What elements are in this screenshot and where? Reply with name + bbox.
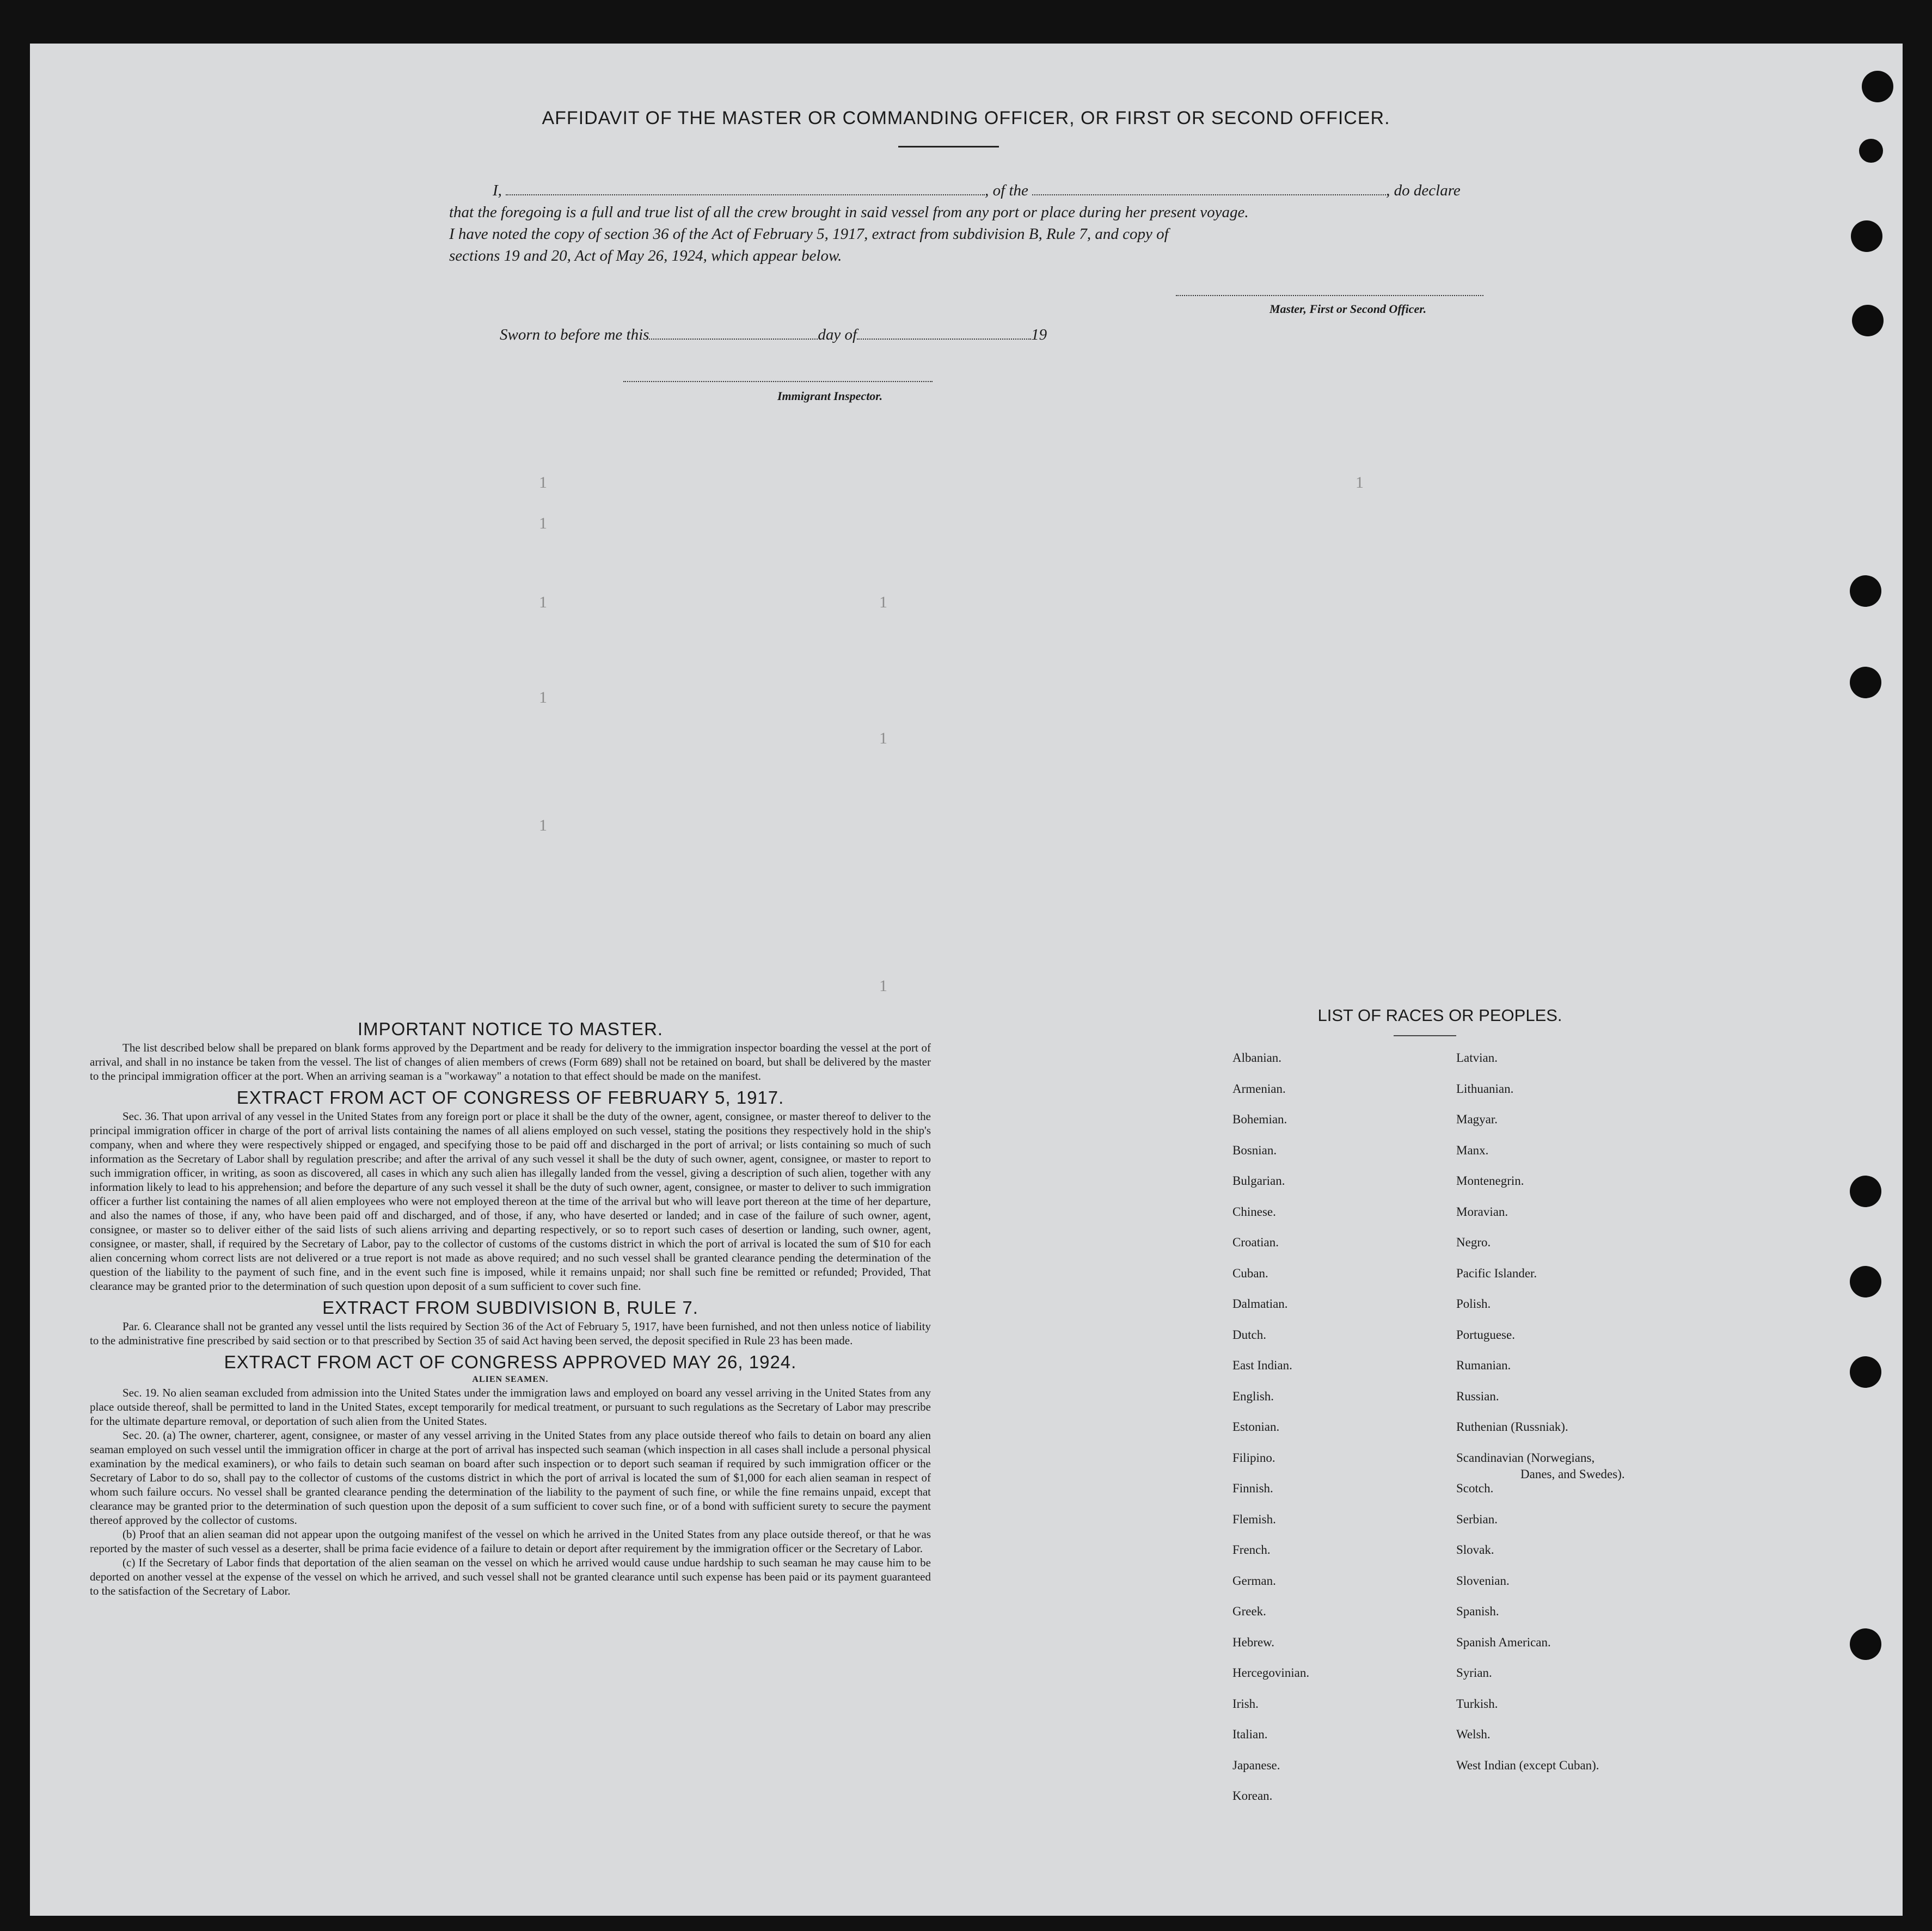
vessel-blank[interactable] [1032,182,1386,195]
race-item: Manx. [1456,1143,1489,1157]
race-item: Greek. [1232,1604,1266,1618]
race-item: Lithuanian. [1456,1082,1514,1096]
race-item: Cuban. [1232,1266,1268,1280]
race-item: Dutch. [1232,1328,1266,1342]
race-item: Dalmatian. [1232,1297,1288,1311]
race-item: Hercegovinian. [1232,1666,1310,1680]
punch-hole [1859,139,1883,163]
race-item: Chinese. [1232,1205,1276,1219]
bleed-mark: 1 [539,514,547,532]
race-item: Spanish. [1456,1604,1499,1618]
punch-hole [1850,1356,1881,1388]
race-item: Scandinavian (Norwegians, [1456,1451,1595,1465]
race-item: Spanish American. [1456,1635,1551,1649]
punch-hole [1850,1628,1881,1660]
sec20a-text: Sec. 20. (a) The owner, charterer, agent, consignee, or master of any vessel arriving in the United States from any place outside thereof who fails to detain on board any alien seaman employed on such vessel until the immigration officer in charge at the port of arrival has inspected such seaman (which inspection in all cases shall include a personal physical examination by the medical examiners), or who fails to detain such seaman on board after such inspection or to deport such seaman if required by such immigration officer or the Secretary of Labor to do so, shall pay to the collector of customs of the customs district in which the port of arrival is located the sum of $1,000 for each alien seaman in respect of whom such failure occurs. No vessel shall be granted clearance pending the determination of the liability to the payment of such fine, or while the fine remains unpaid, except that clearance may be granted prior to the determination of such question upon the deposit of a sum sufficient to cover such fine, or of a bond with sufficient surety to secure the payment thereof approved by the collector of customs. [90,1429,931,1527]
race-item: Italian. [1232,1727,1268,1741]
sworn-month-blank[interactable] [857,327,1031,340]
race-item: Polish. [1456,1297,1491,1311]
sec20c-text: (c) If the Secretary of Labor finds that deportation of the alien seaman on the vessel on which he arrived would cause undue hardship to such seaman he may cause him to be deported on another vessel at the expense of the vessel on which he arrived, and such vessel shall not be granted clearance until such expense has been paid or its payment guaranteed to the satisfaction of the Secretary of Labor. [90,1556,931,1597]
extract1-title: EXTRACT FROM ACT OF CONGRESS OF FEBRUARY 5, 1917. [236,1087,784,1108]
race-item: Albanian. [1232,1051,1282,1065]
inspector-signature-line[interactable] [623,381,933,382]
bleed-mark: 1 [1356,473,1364,491]
race-item: Turkish. [1456,1697,1498,1711]
punch-hole [1851,220,1882,252]
sworn-day-blank[interactable] [649,327,818,340]
master-signature-label: Master, First or Second Officer. [1269,302,1427,316]
punch-hole [1850,1176,1881,1207]
race-item: Slovenian. [1456,1574,1510,1588]
extract2-title: EXTRACT FROM SUBDIVISION B, RULE 7. [322,1297,698,1318]
race-item: Bohemian. [1232,1112,1287,1126]
bleed-mark: 1 [879,729,887,747]
race-item: Filipino. [1232,1451,1275,1465]
sec20b-text: (b) Proof that an alien seaman did not appear upon the outgoing manifest of the vessel on which he arrived in the United States from any place outside thereof, or that he was reported by the master of such vessel as a deserter, shall be prima facie evidence of a failure to detain or deport after requirement by the immigration officer or the Secretary of Labor. [90,1528,931,1555]
extract2-text: Par. 6. Clearance shall not be granted any vessel until the lists required by Section 36 of the Act of February 5, 1917, have been furnished, and not then unless notice of liability to the administrative fine prescribed by said section or to that prescribed by Section 35 of said Act having been served, the deposit specified in Rule 23 has been made. [90,1320,931,1347]
sworn-prefix: Sworn to before me this [500,326,649,343]
race-item: Syrian. [1456,1666,1492,1680]
extract1-text: Sec. 36. That upon arrival of any vessel in the United States from any foreign port or place it shall be the duty of the owner, agent, consignee, or master thereof to deliver to the principal immigration officer in charge of the port of arrival lists containing the names of all aliens employed on such vessel, stating the positions they respectively hold in the ship's company, when and where they were respectively shipped or engaged, and specifying those to be paid off and discharged in the port of arrival; or lists containing so much of such information as the Secretary of Labor shall by regulation prescribe; and after the arrival of any such vessel it shall be the duty of such owner, agent, consignee, or master to report to such immigration officer, in writing, as soon as discovered, all cases in which any such alien has illegally landed from the vessel, giving a description of such alien, together with any information likely to lead to his apprehension; and before the departure of any such vessel it shall be the duty of such owner, agent, consignee, or master to deliver to such immigration officer a further list containing the names of all alien employees who were not employed thereon at the time of the arrival but who will leave port thereon at the time of her departure, and also the names of those, if any, who have been paid off and discharged, and of those, if any, who have deserted or landed; and in case of the failure of such owner, agent, consignee, or master so to deliver either of the said lists of such aliens arriving and departing respectively, or so to report such cases of desertion or landing, such owner, agent, consignee, or master, shall, if required by the Secretary of Labor, pay to the collector of customs of the customs district in which the port of arrival is located the sum of $10 for each alien concerning whom correct lists are not delivered or a true report is not made as above required; and no such vessel shall be granted clearance pending the determination of the question of the liability to the payment of such fine, and in the event such fine is imposed, while it remains unpaid; nor shall such fine be remitted or refunded; Provided, That clearance may be granted prior to the determination of such question upon deposit of a sum sufficient to cover such fine. [90,1110,931,1293]
race-item: Negro. [1456,1235,1491,1249]
race-item: Finnish. [1232,1481,1273,1495]
races-underline [1394,1035,1456,1036]
affidavit-i: I, [493,182,502,199]
name-blank[interactable] [506,182,985,195]
race-item: Rumanian. [1456,1358,1511,1372]
affidavit-declare: , do declare [1386,182,1461,199]
race-item: Danes, and Swedes). [1520,1467,1625,1481]
extract3-subtitle: ALIEN SEAMEN. [472,1375,549,1384]
race-item: Estonian. [1232,1420,1280,1434]
race-item: Slovak. [1456,1543,1494,1557]
race-item: Pacific Islander. [1456,1266,1537,1280]
punch-hole [1850,1266,1881,1297]
race-item: Serbian. [1456,1512,1498,1526]
notice-title: IMPORTANT NOTICE TO MASTER. [357,1019,664,1039]
punch-hole [1850,667,1881,698]
race-item: Russian. [1456,1389,1499,1403]
race-item: East Indian. [1232,1358,1292,1372]
race-item: Scotch. [1456,1481,1494,1495]
bleed-mark: 1 [539,816,547,834]
affidavit-of-the: , of the [985,182,1028,199]
master-signature-line[interactable] [1176,295,1483,296]
race-item: Flemish. [1232,1512,1276,1526]
bleed-mark: 1 [879,593,887,611]
notice-block [90,1018,931,1598]
race-item: German. [1232,1574,1276,1588]
punch-hole [1850,575,1881,607]
race-item: Portuguese. [1456,1328,1515,1342]
affidavit-title: AFFIDAVIT OF THE MASTER OR COMMANDING OFFICER, OR FIRST OR SECOND OFFICER. [542,108,1390,128]
race-item: Montenegrin. [1456,1174,1524,1188]
race-item: Bosnian. [1232,1143,1277,1157]
bleed-mark: 1 [879,977,887,995]
race-item: Irish. [1232,1697,1259,1711]
race-item: Croatian. [1232,1235,1279,1249]
race-item: West Indian (except Cuban). [1456,1758,1599,1772]
extract3-title: EXTRACT FROM ACT OF CONGRESS APPROVED MAY 26, 1924. [224,1352,797,1372]
punch-hole [1862,71,1893,102]
race-item: Bulgarian. [1232,1174,1285,1188]
sworn-day-of: day of [818,326,857,343]
punch-hole [1852,305,1884,336]
race-item: English. [1232,1389,1274,1403]
sworn-year: 19 [1031,326,1047,343]
inspector-signature-label: Immigrant Inspector. [777,389,883,403]
race-item: Japanese. [1232,1758,1280,1772]
affidavit-line-3: I have noted the copy of section 36 of the Act of February 5, 1917, extract from subdivision B, Rule 7, and copy of [449,225,1169,243]
bleed-mark: 1 [539,688,547,706]
race-item: Magyar. [1456,1112,1498,1126]
bleed-mark: 1 [539,593,547,611]
bleed-mark: 1 [539,473,547,491]
sworn-line [500,324,1153,346]
race-item: Welsh. [1456,1727,1491,1741]
race-item: Korean. [1232,1789,1273,1803]
race-item: French. [1232,1543,1271,1557]
notice-text: The list described below shall be prepared on blank forms approved by the Department and be ready for delivery to the immigration inspector boarding the vessel at the port of arrival, and shall in no instance be taken from the vessel. The list of changes of alien members of crews (Form 689) shall not be retained on board, but shall be delivered by the master to the principal immigration officer at the port. When an arriving seaman is a "workaway" a notation to that effect should be made on the manifest. [90,1041,931,1083]
sec19-text: Sec. 19. No alien seaman excluded from admission into the United States under the immigration laws and employed on board any vessel arriving in the United States from any place outside thereof, shall be permitted to land in the United States, except temporarily for medical treatment, or pursuant to such regulations as the Secretary of Labor may prescribe for the ultimate departure removal, or deportation of such alien from the United States. [90,1386,931,1428]
affidavit-line-2: that the foregoing is a full and true list of all the crew brought in said vessel from any port or place during her present voyage. [449,204,1249,221]
race-item: Moravian. [1456,1205,1508,1219]
affidavit-line-4: sections 19 and 20, Act of May 26, 1924, which appear below. [449,247,842,265]
race-item: Armenian. [1232,1082,1286,1096]
race-item: Latvian. [1456,1051,1498,1065]
title-underline [898,146,999,147]
race-item: Hebrew. [1232,1635,1275,1649]
affidavit-line-1 [449,180,1483,201]
races-title: LIST OF RACES OR PEOPLES. [1317,1006,1562,1025]
race-item: Ruthenian (Russniak). [1456,1420,1568,1434]
